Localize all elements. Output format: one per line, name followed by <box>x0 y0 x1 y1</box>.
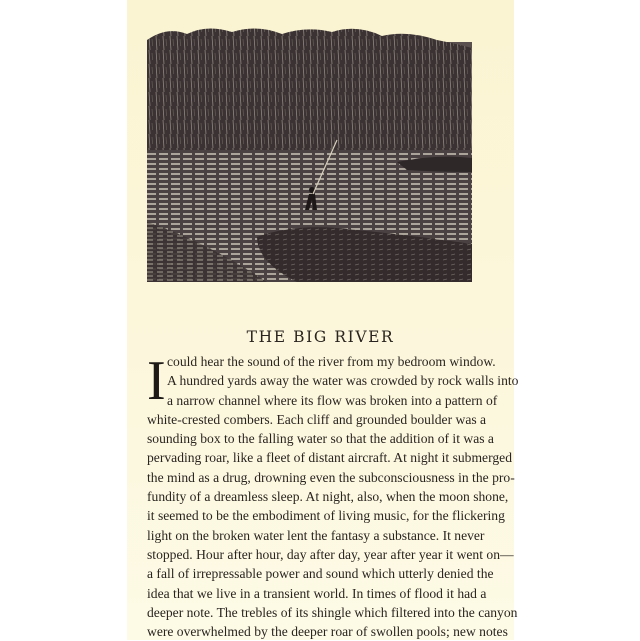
text-line: A hundred yards away the water was crowded by rock walls into <box>167 373 519 389</box>
text-line: were overwhelmed by the deeper roar of swollen pools; new notes <box>147 624 508 640</box>
text-line: idea that we live in a transient world. In times of flood it had a <box>147 585 487 601</box>
text-line: could hear the sound of the river from my bedroom window. <box>167 354 496 369</box>
text-line: the mind as a drug, drowning even the subconsciousness in the pro- <box>147 469 515 485</box>
book-page <box>127 0 519 640</box>
text-line: pervading roar, like a fleet of distant aircraft. At night it submerged <box>147 450 512 466</box>
body-text <box>147 350 519 641</box>
text-line: a narrow channel where its flow was broken into a pattern of <box>167 392 498 408</box>
text-line: white-crested combers. Each cliff and grounded boulder was a <box>147 411 487 427</box>
chapter-title: THE BIG RIVER <box>246 328 395 346</box>
text-line: sounding box to the falling water so that the addition of it was a <box>147 431 494 447</box>
engraving-image <box>147 22 472 282</box>
text-line: it seemed to be the embodiment of living music, for the flickering <box>147 508 505 524</box>
drop-cap: I <box>147 350 166 412</box>
text-line: deeper note. The trebles of its shingle which filtered into the canyon <box>147 604 518 620</box>
text-line: stopped. Hour after hour, day after day, year after year it went on— <box>147 546 514 562</box>
river-engraving-illustration <box>147 22 472 282</box>
text-line: fundity of a dreamless sleep. At night, also, when the moon shone, <box>147 489 509 505</box>
text-line: light on the broken water lent the fantasy a substance. It never <box>147 527 485 543</box>
text-line: a fall of irrepressable power and sound which utterly denied the <box>147 566 494 582</box>
